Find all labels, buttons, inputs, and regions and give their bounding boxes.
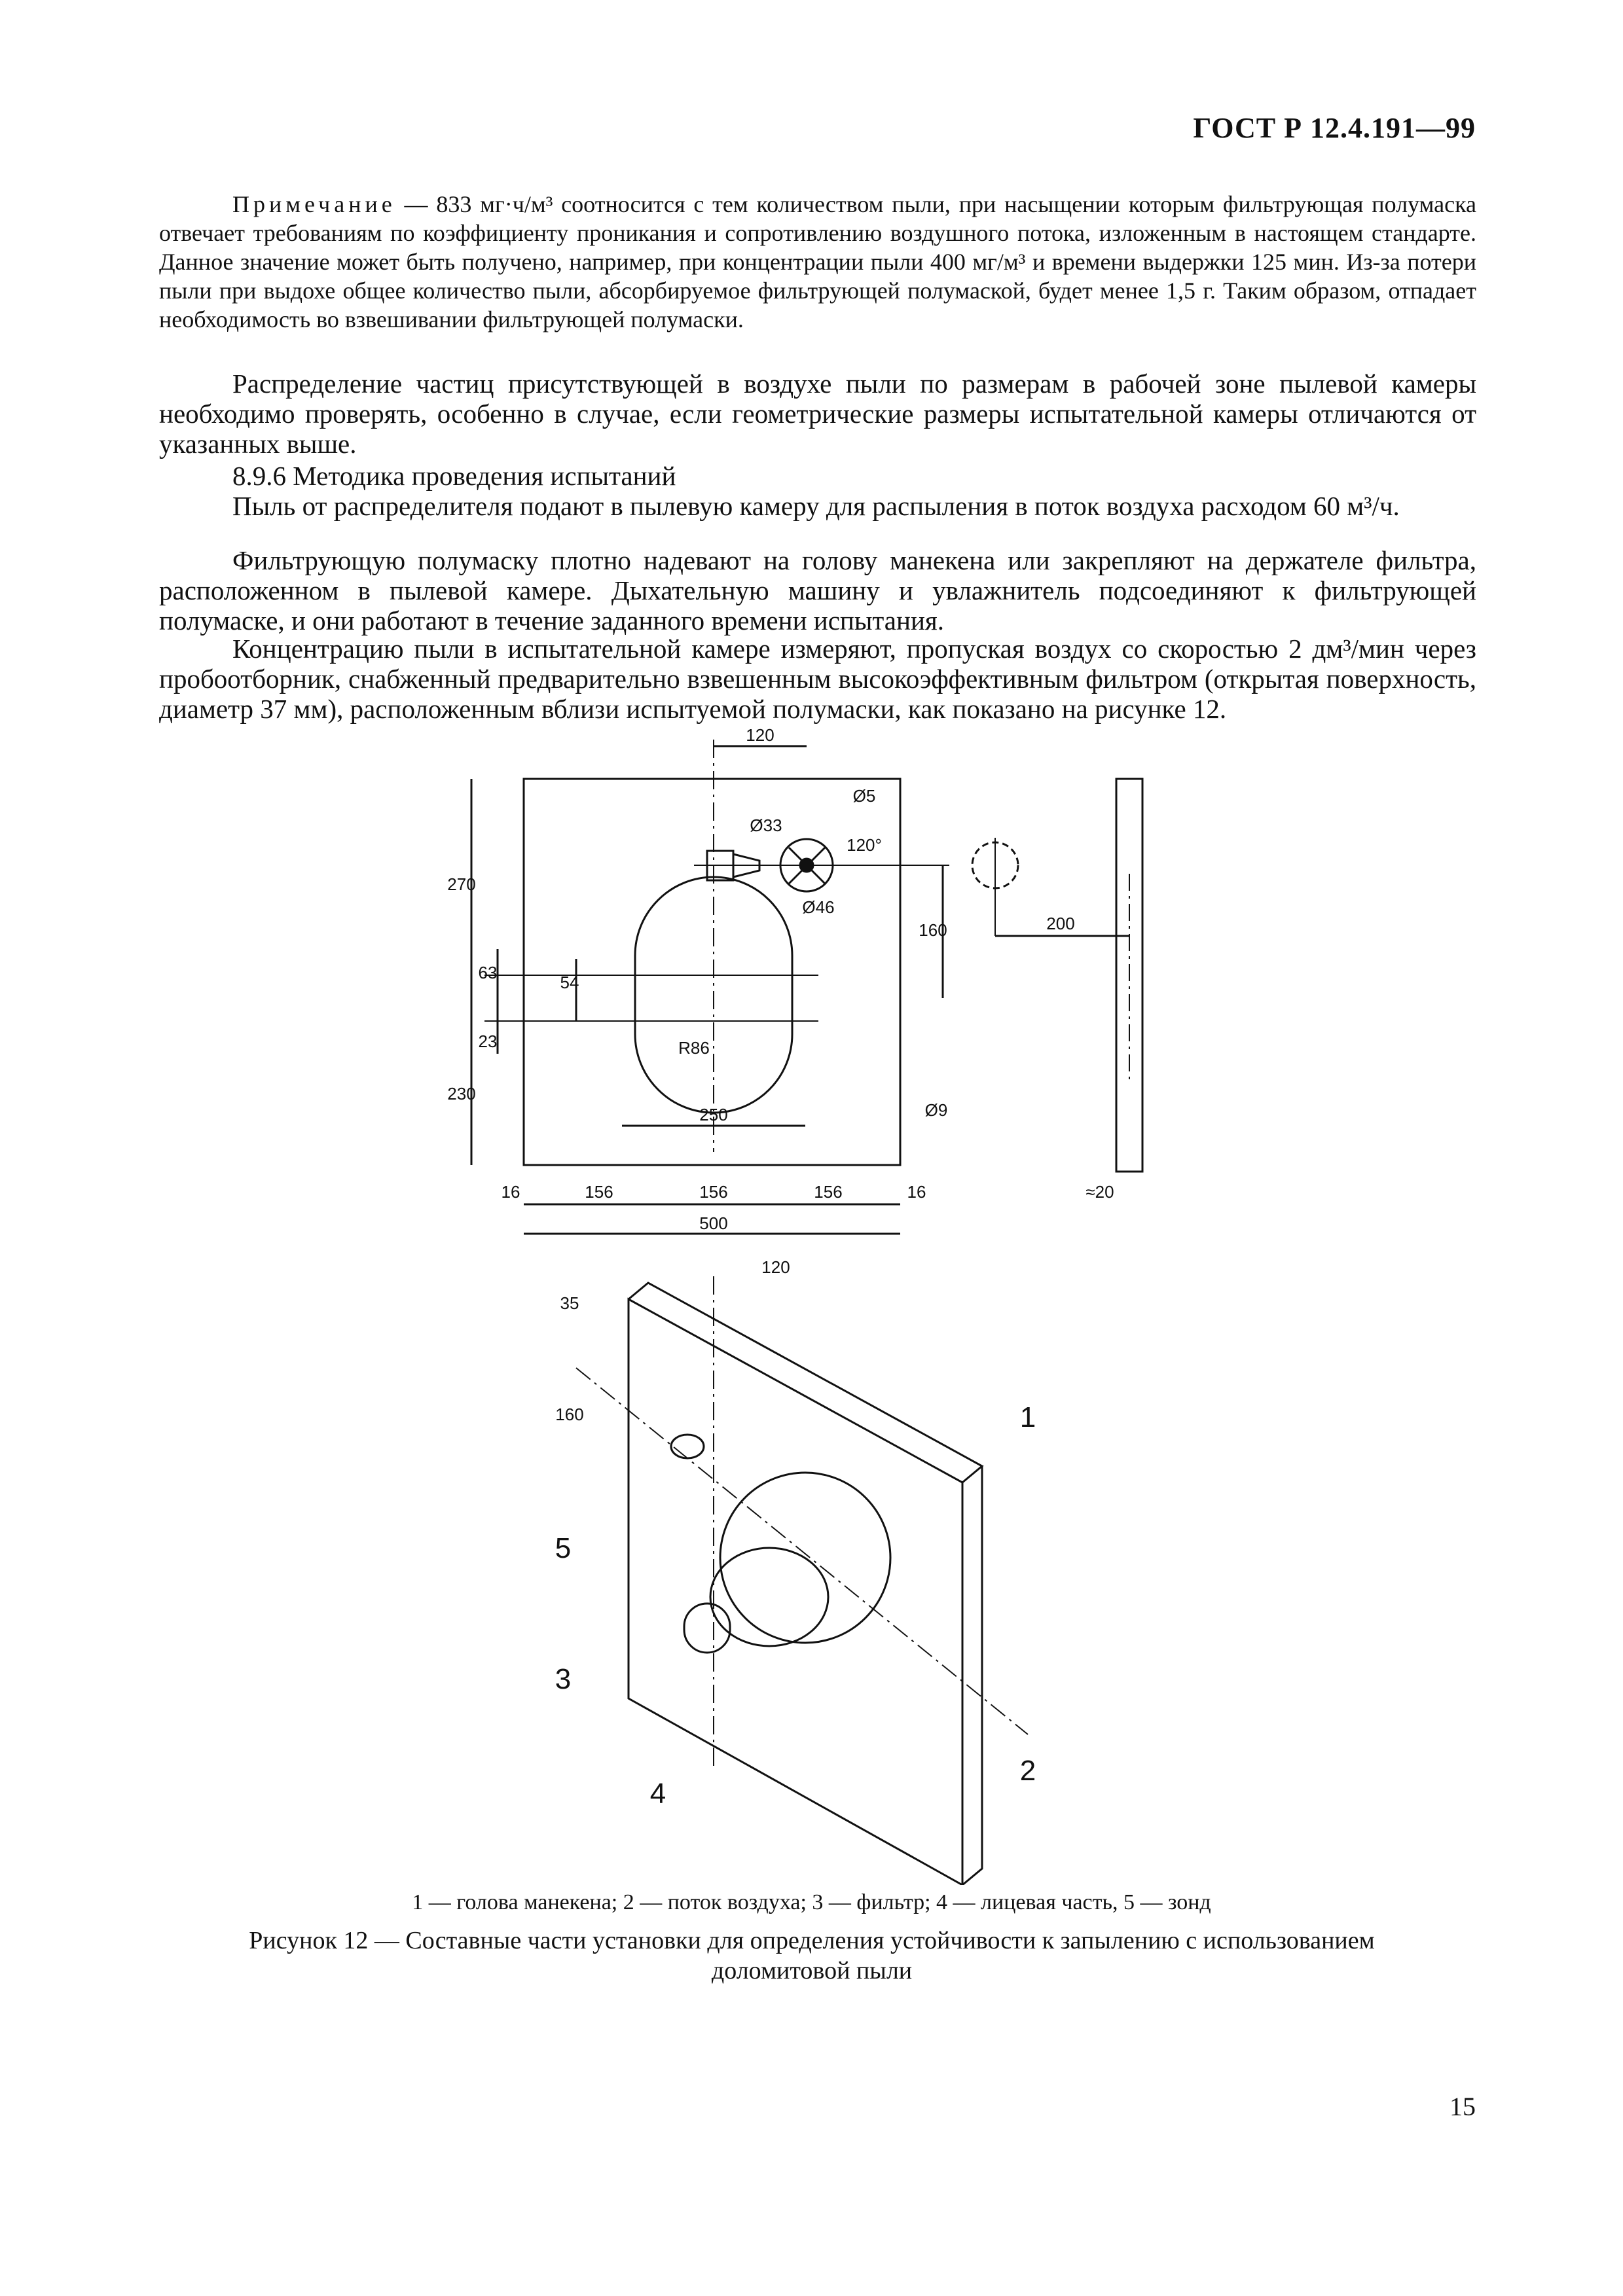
dim-156c: 156 <box>814 1182 843 1202</box>
dim-16b: 16 <box>907 1182 926 1202</box>
section-heading-8-9-6: 8.9.6 Методика проведения испытаний <box>232 461 676 491</box>
iso-dim-160: 160 <box>555 1405 584 1424</box>
label-2: 2 <box>1019 1755 1036 1787</box>
paragraph-distribution: Распределение частиц присутствующей в воздухе пыли по размерам в рабочей зоне пылевой камеры необходимо проверять, особенно в случае, если геометрические размеры испытательной камеры отличаются от указанных выше. <box>159 368 1476 459</box>
dim-top-120: 120 <box>746 726 775 745</box>
iso-dim-35: 35 <box>560 1293 579 1313</box>
dim-270: 270 <box>447 874 476 894</box>
iso-dim-120: 120 <box>761 1257 790 1277</box>
dim-156b: 156 <box>699 1182 728 1202</box>
dim-230: 230 <box>447 1084 476 1103</box>
label-4: 4 <box>649 1778 666 1810</box>
label-1: 1 <box>1019 1401 1036 1433</box>
figure-legend: 1 — голова манекена; 2 — поток воздуха; 3 — фильтр; 4 — лицевая часть, 5 — зонд <box>412 1890 1211 1914</box>
note-lead: Примечание <box>232 191 396 217</box>
dim-500: 500 <box>699 1213 728 1233</box>
figure-caption: Рисунок 12 — Составные части установки для определения устойчивости к запылению с использованием доломитовой пыли <box>249 1927 1375 1984</box>
dim-d33: Ø33 <box>750 816 782 835</box>
note-paragraph <box>159 190 1476 334</box>
dim-d5: Ø5 <box>852 786 876 806</box>
dim-160: 160 <box>919 920 947 940</box>
dim-156a: 156 <box>585 1182 613 1202</box>
dim-d46: Ø46 <box>802 897 835 917</box>
standard-header: ГОСТ Р 12.4.191—99 <box>1193 112 1476 144</box>
paragraph-mask-fitting: Фильтрующую полумаску плотно надевают на голову манекена или закрепляют на держателе фильтра, расположенном в пылевой камере. Дыхательную машину и увлажнитель подсоединяют к фильтрующей полумаске, и они работают в течение заданного времени испытания. <box>159 545 1476 636</box>
dim-200: 200 <box>1046 914 1075 933</box>
note-text: — 833 мг·ч/м³ соотносится с тем количеством пыли, при насыщении которым фильтрующая полумаска отвечает требованиям по коэффициенту проникания и сопротивлению воздушного потока, изложенным в настоящем стандарте. Данное значение может быть получено, например, при концентрации пыли 400 мг/м³ и времени выдержки 125 мин. Из-за потери пыли при выдохе общее количество пыли, абсорбируемое фильтрующей полумаской, будет менее 1,5 г. Таким образом, отпадает необходимость во взвешивании фильтрующей полумаски. <box>159 191 1476 332</box>
dim-250: 250 <box>699 1105 728 1124</box>
figure-12-drawing <box>0 726 1623 1885</box>
paragraph-concentration: Концентрацию пыли в испытательной камере измеряют, пропуская воздух со скоростью 2 дм³/мин через пробоотборник, снабженный предварительно взвешенным высокоэффективным фильтром (открытая поверхность, диаметр 37 мм), расположенным вблизи испытуемой полумаски, как показано на рисунке 12. <box>159 634 1476 724</box>
label-5: 5 <box>555 1532 572 1564</box>
dim-d9: Ø9 <box>924 1100 948 1120</box>
dim-54: 54 <box>560 973 579 992</box>
dim-16a: 16 <box>501 1182 520 1202</box>
dim-angle: 120° <box>847 835 882 855</box>
dim-23: 23 <box>478 1031 498 1051</box>
label-3: 3 <box>555 1663 572 1695</box>
dim-63: 63 <box>478 963 498 982</box>
page-number: 15 <box>1450 2092 1476 2121</box>
dim-20: ≈20 <box>1085 1182 1114 1202</box>
paragraph-dust-feed: Пыль от распределителя подают в пылевую камеру для распыления в поток воздуха расходом 60 м³/ч. <box>232 491 1400 521</box>
dim-r86: R86 <box>678 1038 710 1058</box>
iso-plate <box>629 1299 962 1885</box>
